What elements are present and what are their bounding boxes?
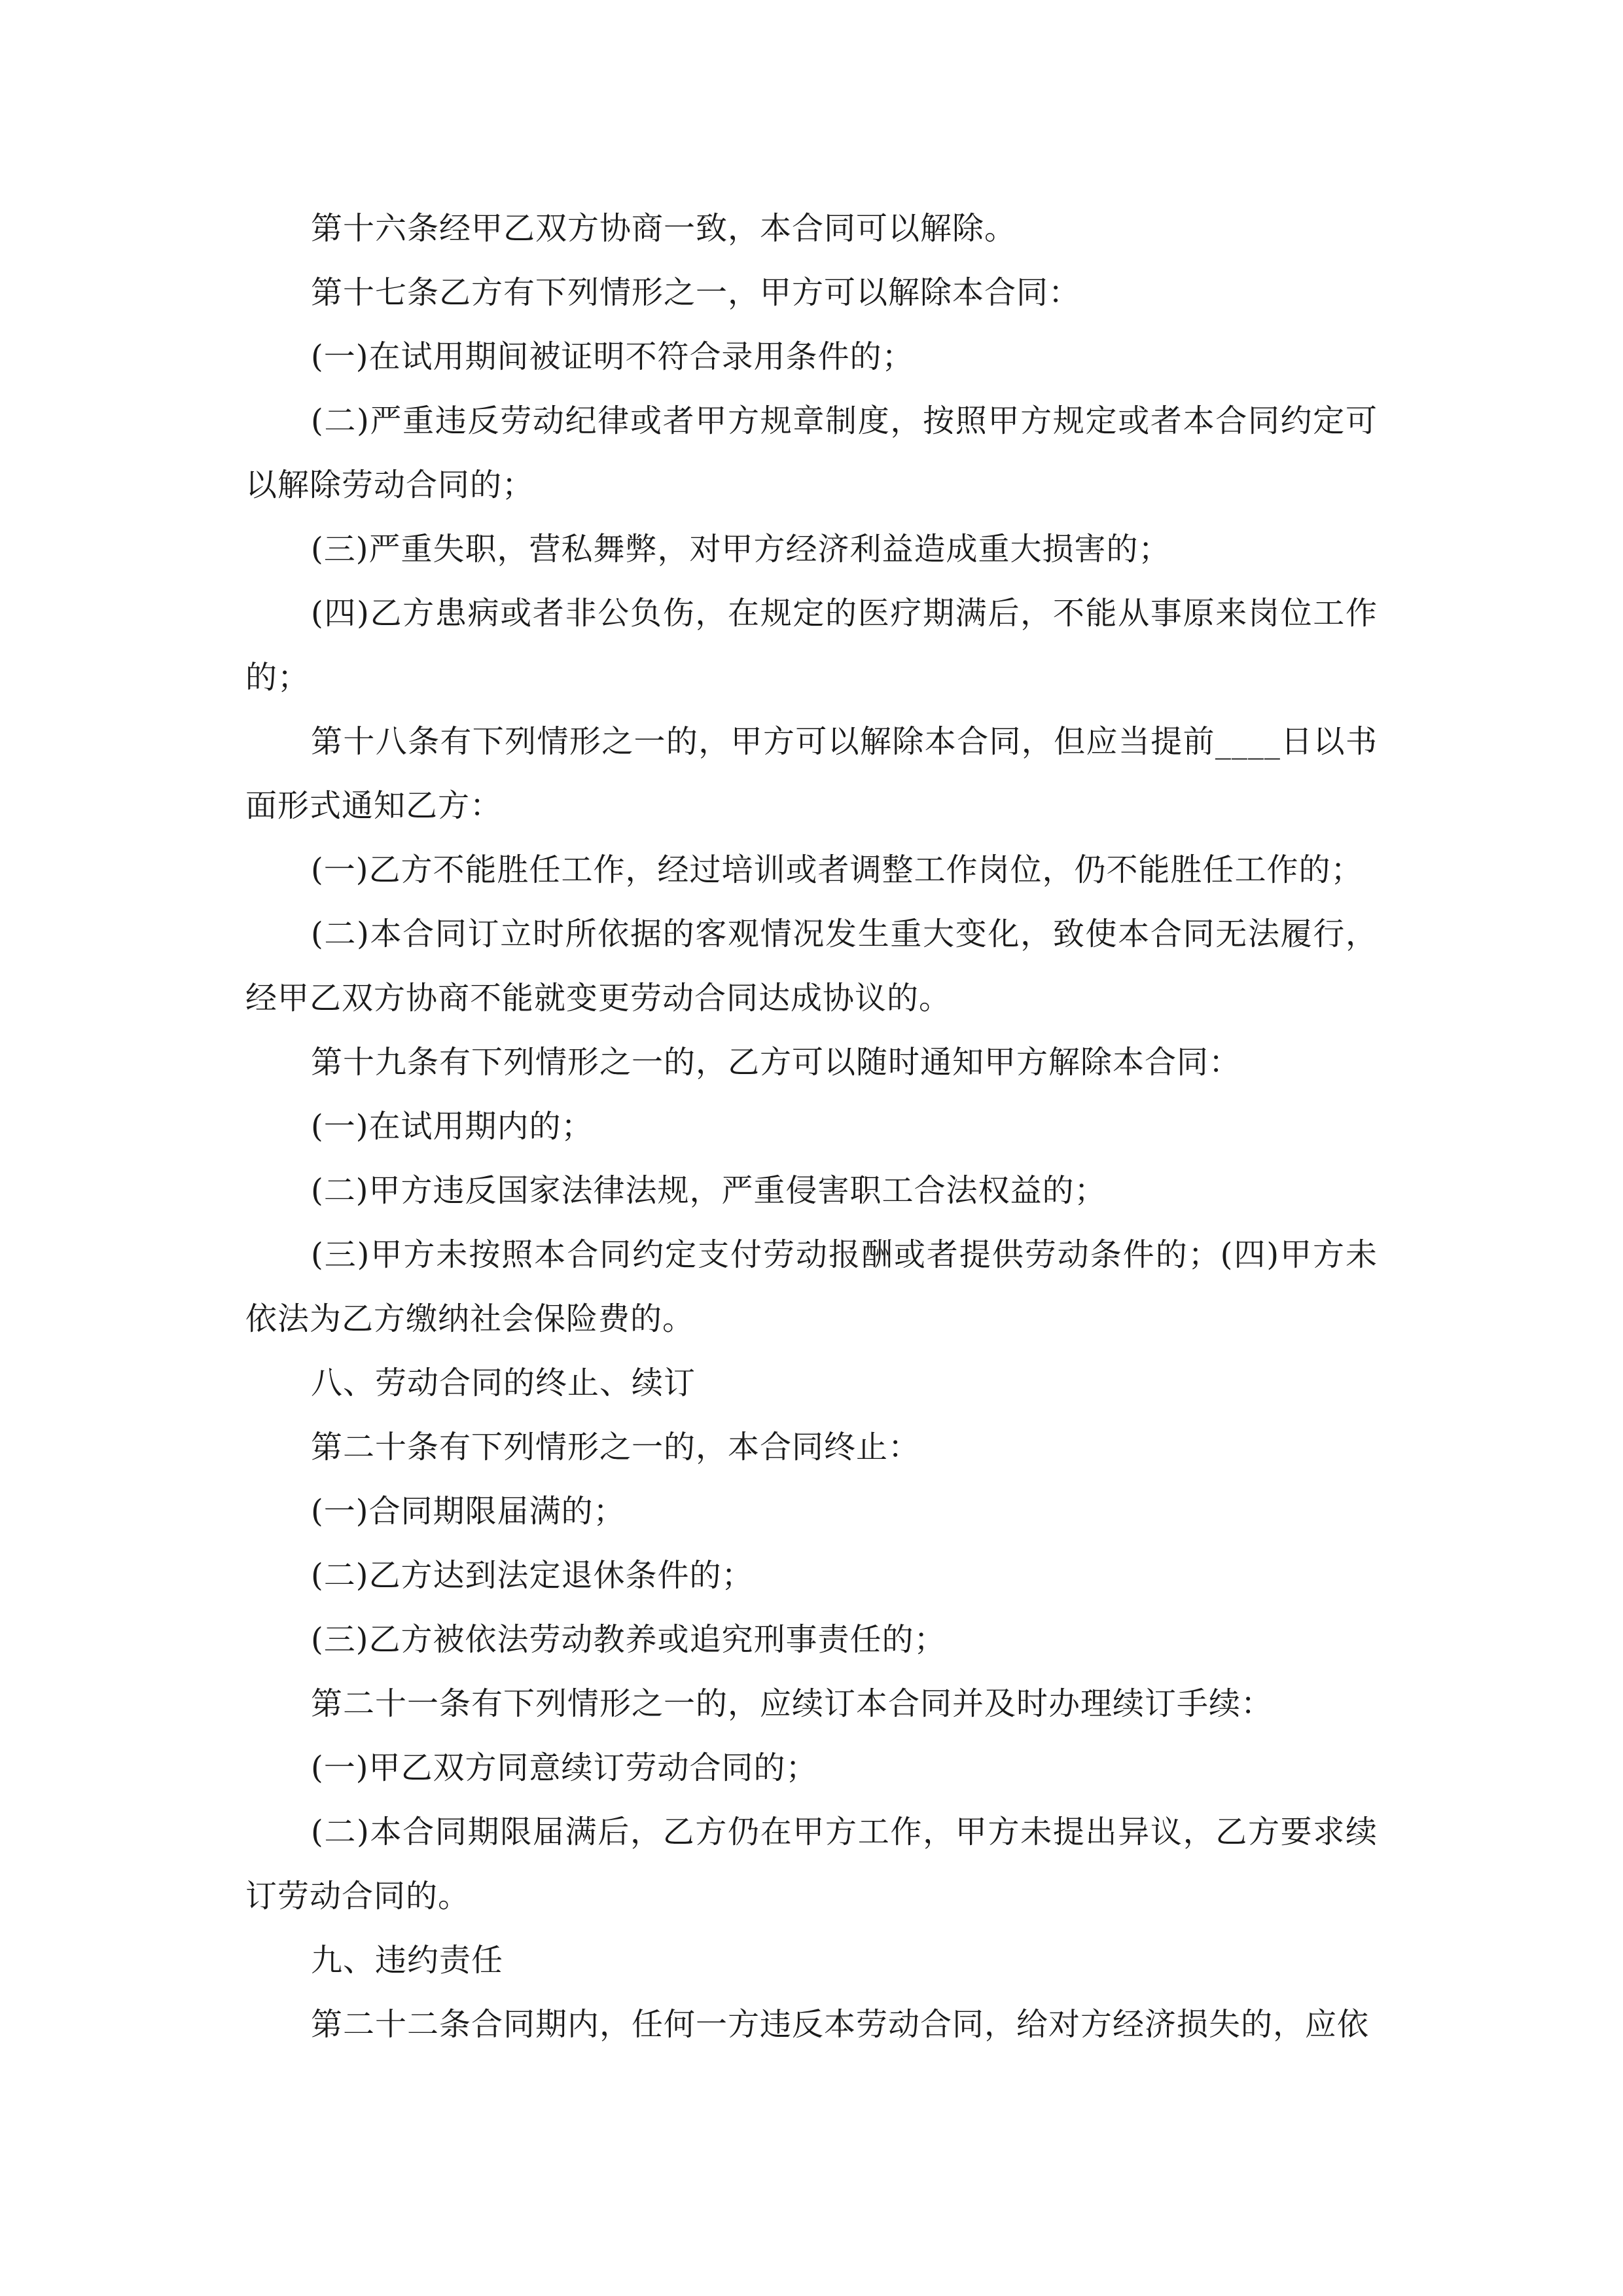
article-19-item-3: (三)甲方未按照本合同约定支付劳动报酬或者提供劳动条件的；(四)甲方未依法为乙方缴纳社会保险费的。 — [245, 1236, 1378, 1337]
article-19: 第十九条有下列情形之一的，乙方可以随时通知甲方解除本合同： — [311, 1044, 1241, 1081]
article-18-item-2: (二)本合同订立时所依据的客观情况发生重大变化，致使本合同无法履行，经甲乙双方协商不能就变更劳动合同达成协议的。 — [245, 916, 1378, 1016]
article-20-item-2: (二)乙方达到法定退休条件的； — [311, 1557, 754, 1594]
article-16: 第十六条经甲乙双方协商一致，本合同可以解除。 — [311, 210, 1017, 247]
section-9-heading: 九、违约责任 — [311, 1942, 504, 1979]
article-22: 第二十二条合同期内，任何一方违反本劳动合同，给对方经济损失的，应依 — [311, 2006, 1370, 2043]
article-17-item-1: (一)在试用期间被证明不符合录用条件的； — [311, 338, 914, 375]
article-18: 第十八条有下列情形之一的，甲方可以解除本合同，但应当提前____日以书面形式通知乙方： — [245, 723, 1378, 824]
section-8-heading: 八、劳动合同的终止、续订 — [311, 1365, 696, 1401]
article-20-item-3: (三)乙方被依法劳动教养或追究刑事责任的； — [311, 1621, 946, 1658]
article-21-item-1: (一)甲乙双方同意续订劳动合同的； — [311, 1749, 818, 1786]
article-21-item-2: (二)本合同期限届满后，乙方仍在甲方工作，甲方未提出异议，乙方要求续订劳动合同的。 — [245, 1814, 1378, 1914]
article-17-item-3: (三)严重失职，营私舞弊，对甲方经济利益造成重大损害的； — [311, 531, 1171, 567]
article-20: 第二十条有下列情形之一的，本合同终止： — [311, 1429, 921, 1465]
article-19-item-2: (二)甲方违反国家法律法规，严重侵害职工合法权益的； — [311, 1172, 1107, 1209]
article-18-item-1: (一)乙方不能胜任工作，经过培训或者调整工作岗位，仍不能胜任工作的； — [311, 852, 1363, 888]
article-17-item-4: (四)乙方患病或者非公负伤，在规定的医疗期满后，不能从事原来岗位工作的； — [245, 595, 1378, 696]
article-17-item-2: (二)严重违反劳动纪律或者甲方规章制度，按照甲方规定或者本合同约定可以解除劳动合同的； — [245, 403, 1378, 503]
article-21: 第二十一条有下列情形之一的，应续订本合同并及时办理续订手续： — [311, 1685, 1274, 1722]
article-17: 第十七条乙方有下列情形之一，甲方可以解除本合同： — [311, 274, 1081, 311]
document-body — [245, 196, 1378, 2056]
article-19-item-1: (一)在试用期内的； — [311, 1108, 594, 1145]
article-20-item-1: (一)合同期限届满的； — [311, 1493, 626, 1530]
